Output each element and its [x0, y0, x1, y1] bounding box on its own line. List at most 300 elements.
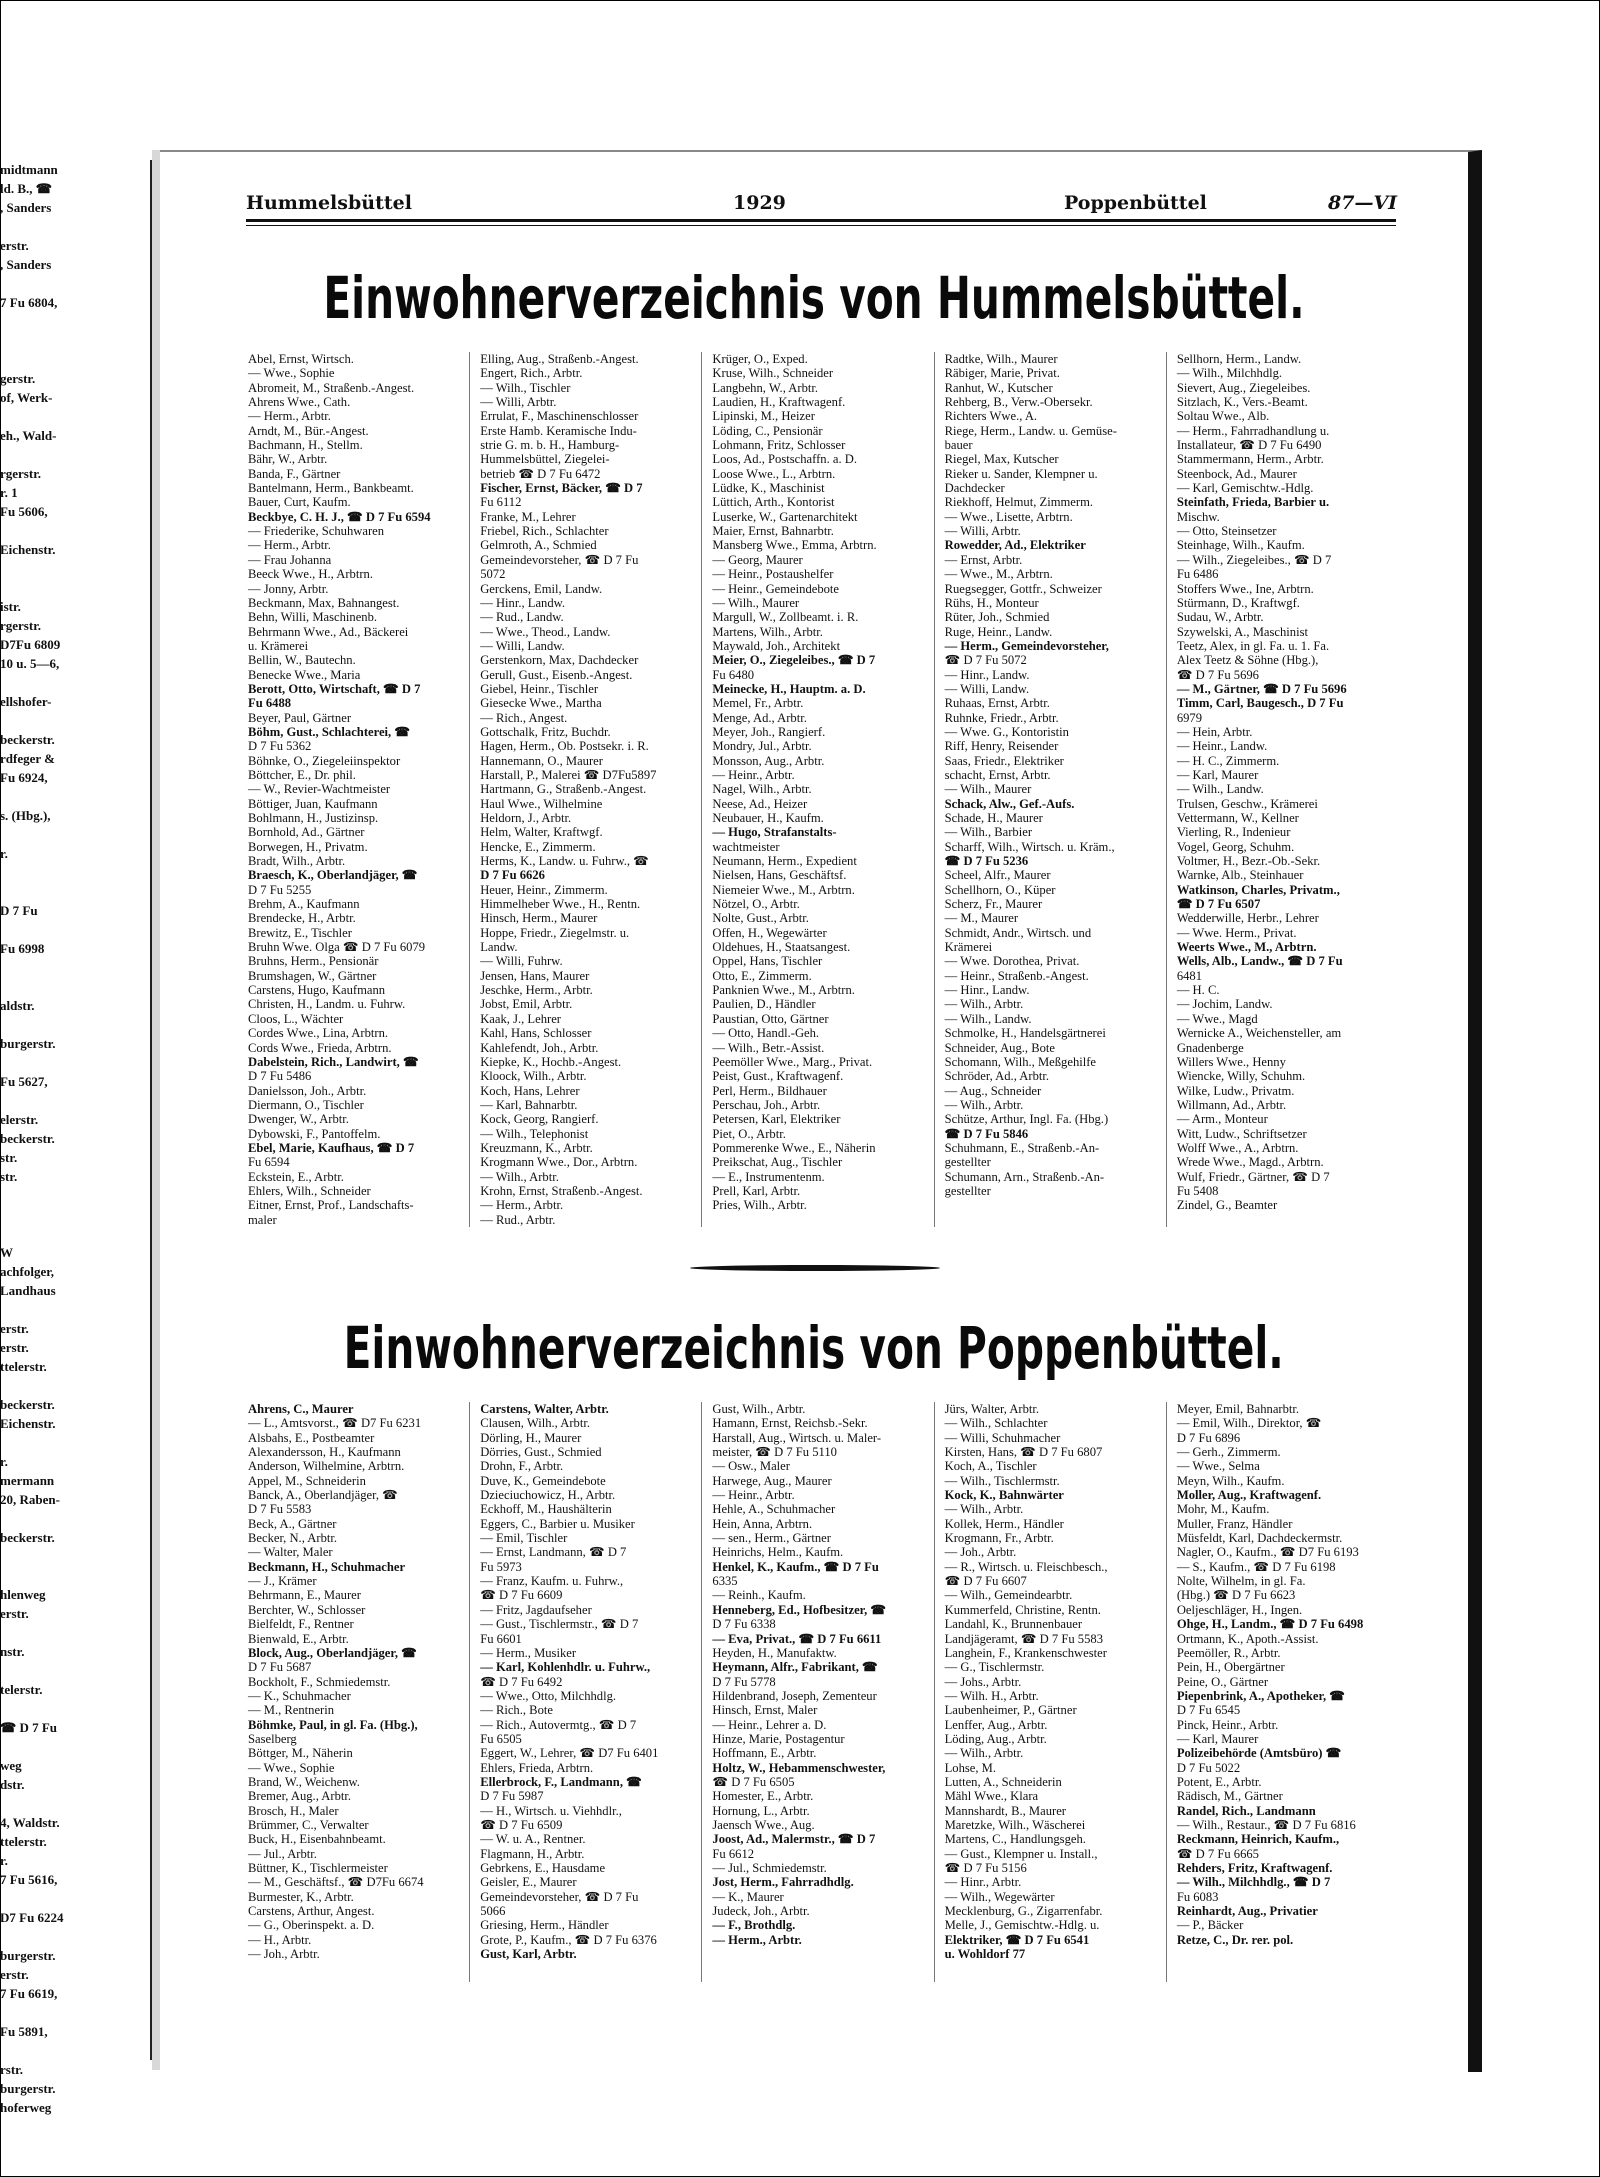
left-page-line: r. [0, 1853, 8, 1868]
resident-entry: Zindel, G., Beamter [1176, 1198, 1278, 1213]
left-page-line: mermann [0, 1473, 55, 1488]
resident-entry: D 7 Fu 5255 [248, 882, 312, 897]
resident-entry: — Herm., Fahrradhandlung u. [1176, 423, 1330, 438]
left-page-line [0, 1300, 150, 1319]
resident-entry: — Hinr., Landw. [480, 595, 566, 610]
resident-entry: — Frau Johanna [248, 552, 332, 567]
resident-entry: — Friederike, Schuhwaren [248, 524, 385, 539]
left-page-line [0, 1376, 150, 1395]
resident-entry: Abromeit, M., Straßenb.-Angest. [248, 380, 415, 395]
resident-entry: Eggert, W., Lehrer, ☎ D7 Fu 6401 [480, 1746, 659, 1761]
left-page-line [0, 1547, 150, 1566]
resident-entry: u. Wohldorf 77 [944, 1947, 1026, 1962]
resident-entry: Kollek, Herm., Händler [944, 1516, 1064, 1531]
resident-entry: — Wilh., Arbtr. [480, 1169, 559, 1184]
resident-entry: — Herm., Musiker [480, 1645, 577, 1660]
left-page-line: 10 u. 5—6, [0, 656, 60, 671]
left-page-line [0, 1661, 150, 1680]
resident-entry: Alsbahs, E., Postbeamter [248, 1430, 375, 1445]
resident-entry: D 7 Fu 5583 [248, 1502, 312, 1517]
resident-entry: — G., Oberinspekt. a. D. [248, 1918, 375, 1933]
resident-entry: Fu 6083 [1176, 1889, 1219, 1904]
resident-entry: Neubauer, H., Kaufm. [712, 811, 824, 825]
resident-entry: — Herm., Arbtr. [248, 538, 331, 553]
resident-entry: Bruhns, Herm., Pensionär [248, 954, 379, 969]
resident-entry: Kreuzmann, K., Arbtr. [480, 1140, 593, 1155]
resident-entry: Sitzlach, K., Vers.-Beamt. [1176, 395, 1308, 410]
resident-entry: Timm, Carl, Baugesch., D 7 Fu [1176, 696, 1344, 711]
resident-entry: Sudau, W., Arbtr. [1176, 610, 1264, 625]
resident-entry: Krüger, O., Exped. [712, 352, 808, 366]
resident-entry: Dybowski, F., Pantoffelm. [248, 1126, 381, 1141]
left-page-line [0, 882, 150, 901]
resident-entry: Peine, O., Gärtner [1176, 1674, 1269, 1689]
left-page-line: beckerstr. [0, 732, 55, 747]
resident-entry: Kahl, Hans, Schlosser [480, 1026, 592, 1041]
resident-entry: Kock, K., Bahnwärter [944, 1488, 1064, 1503]
resident-entry: Nagler, O., Kaufm., ☎ D7 Fu 6193 [1176, 1545, 1359, 1560]
resident-entry: Voltmer, H., Bezr.-Ob.-Sekr. [1176, 854, 1321, 869]
resident-entry: Ehlers, Wilh., Schneider [248, 1183, 371, 1198]
resident-entry: — M., Gärtner, ☎ D 7 Fu 5696 [1176, 681, 1347, 696]
resident-entry: Gust, Karl, Arbtr. [480, 1947, 577, 1962]
resident-entry: Hinsch, Ernst, Maler [712, 1703, 818, 1718]
resident-entry: Beckbye, C. H. J., ☎ D 7 Fu 6594 [248, 509, 431, 524]
left-page-line: Fu 5891, [0, 2024, 48, 2039]
resident-entry: Riff, Henry, Reisender [944, 739, 1059, 754]
resident-entry: Jost, Herm., Fahrradhdlg. [712, 1875, 854, 1890]
left-page-line: burgerstr. [0, 2081, 56, 2096]
resident-entry: Eggers, C., Barbier u. Musiker [480, 1516, 635, 1531]
resident-entry: bauer [944, 438, 973, 453]
resident-entry: Eckhoff, M., Haushälterin [480, 1502, 612, 1517]
resident-entry: Langbehn, W., Arbtr. [712, 380, 819, 395]
resident-entry: — Otto, Handl.-Geh. [712, 1026, 820, 1041]
resident-entry: — Karl, Maurer [1176, 767, 1259, 782]
resident-entry: Kummerfeld, Christine, Rentn. [944, 1602, 1101, 1617]
resident-entry: Brand, W., Weichenw. [248, 1774, 360, 1789]
resident-entry: ☎ D 7 Fu 5072 [944, 653, 1027, 668]
left-page-line [0, 331, 150, 350]
left-page-line [0, 2041, 150, 2060]
resident-entry: Monsson, Aug., Arbtr. [712, 753, 825, 768]
left-page-line [0, 274, 150, 293]
resident-entry: Ebel, Marie, Kaufhaus, ☎ D 7 [248, 1140, 415, 1155]
resident-entry: Mohr, M., Kaufm. [1176, 1502, 1270, 1517]
resident-entry: — Herm., Gemeindevorsteher, [944, 638, 1109, 653]
resident-entry: Böttiger, Juan, Kaufmann [248, 796, 378, 811]
directory-column [248, 1402, 470, 1982]
resident-entry: Ruhnke, Friedr., Arbtr. [944, 710, 1059, 725]
resident-entry: Laudien, H., Kraftwagenf. [712, 395, 846, 410]
resident-entry: Dabelstein, Rich., Landwirt, ☎ [248, 1054, 419, 1069]
resident-entry: Retze, C., Dr. rer. pol. [1176, 1932, 1294, 1947]
resident-entry: Rehders, Fritz, Kraftwagenf. [1176, 1861, 1333, 1875]
resident-entry: — Heinr., Arbtr. [712, 1488, 795, 1503]
resident-entry: Gerstenkorn, Max, Dachdecker [480, 653, 639, 668]
resident-entry: — Herm., Arbtr. [480, 1198, 564, 1213]
resident-entry: Joost, Ad., Malermstr., ☎ D 7 [712, 1832, 876, 1847]
resident-entry: Brümmer, C., Verwalter [248, 1817, 369, 1832]
left-page-line [0, 1205, 150, 1224]
head-rule-thick [246, 219, 1396, 222]
left-page-line: of, Werk- [0, 390, 53, 405]
resident-entry: Ahrens Wwe., Cath. [248, 395, 351, 410]
resident-entry: — Reinh., Kaufm. [712, 1588, 806, 1603]
left-page-line: 7 Fu 6619, [0, 1986, 58, 2001]
directory-column [480, 352, 702, 1227]
resident-entry: — G., Tischlermstr. [944, 1660, 1045, 1675]
left-page-line: erstr. [0, 238, 29, 253]
left-page-line: 7 Fu 5616, [0, 1872, 58, 1887]
resident-entry: D 7 Fu 6896 [1176, 1430, 1241, 1445]
resident-entry: D 7 Fu 5486 [248, 1069, 312, 1084]
resident-entry: Hildenbrand, Joseph, Zementeur [712, 1688, 877, 1703]
resident-entry: Hannemann, O., Maurer [480, 753, 603, 768]
resident-entry: — Aug., Schneider [944, 1083, 1042, 1098]
section-title-poppenbuettel [160, 1314, 1468, 1382]
resident-entry: Richters Wwe., A. [944, 409, 1038, 424]
resident-entry: Räbiger, Marie, Privat. [944, 366, 1060, 381]
resident-entry: Fu 6612 [712, 1846, 755, 1861]
resident-entry: — Wilh., Restaur., ☎ D 7 Fu 6816 [1176, 1817, 1356, 1832]
left-page-line [0, 1699, 150, 1718]
resident-entry: Ruhaas, Ernst, Arbtr. [944, 696, 1050, 711]
section-divider [690, 1265, 940, 1271]
resident-entry: Ahrens, C., Maurer [248, 1402, 354, 1416]
resident-entry: Böhmke, Paul, in gl. Fa. (Hbg.), [248, 1717, 418, 1732]
resident-entry: — Karl, Maurer [1176, 1731, 1259, 1746]
resident-entry: Reckmann, Heinrich, Kaufm., [1176, 1832, 1340, 1847]
resident-entry: — Gust., Tischlermstr., ☎ D 7 [480, 1617, 639, 1632]
resident-entry: Peemöller, R., Arbtr. [1176, 1645, 1281, 1660]
resident-entry: Löding, Aug., Arbtr. [944, 1731, 1047, 1746]
running-head-left: Hummelsbüttel [246, 192, 412, 214]
resident-entry: — M., Rentnerin [248, 1703, 335, 1718]
resident-entry: Anderson, Wilhelmine, Arbtrn. [248, 1459, 405, 1474]
left-page-line [0, 2003, 150, 2022]
page-gutter [152, 150, 160, 2070]
resident-entry: Hummelsbüttel, Ziegelei- [480, 452, 610, 467]
resident-entry: Engert, Rich., Arbtr. [480, 366, 583, 381]
resident-entry: Gnadenberge [1176, 1040, 1244, 1055]
directory-column [945, 352, 1167, 1227]
left-page-line [0, 521, 150, 540]
resident-entry: Koch, A., Tischler [944, 1459, 1037, 1474]
resident-entry: ☎ D 7 Fu 6609 [480, 1588, 563, 1603]
resident-entry: D 7 Fu 6545 [1176, 1703, 1241, 1718]
resident-entry: Judeck, Joh., Arbtr. [712, 1904, 810, 1919]
resident-entry: Heuer, Heinr., Zimmerm. [480, 882, 608, 897]
resident-entry: — Joh., Arbtr. [248, 1947, 320, 1962]
resident-entry: Himmelheber Wwe., H., Rentn. [480, 897, 641, 912]
left-page-line: 7 Fu 6804, [0, 295, 58, 310]
resident-entry: Lohse, M. [944, 1760, 997, 1775]
resident-entry: Pommerenke Wwe., E., Näherin [712, 1140, 876, 1155]
left-page-line: hoferweg [0, 2100, 52, 2115]
resident-entry: — Emil, Wilh., Direktor, ☎ [1176, 1416, 1322, 1431]
resident-entry: — Wilh., Arbtr. [944, 1097, 1024, 1112]
resident-entry: — M., Geschäftsf., ☎ D7Fu 6674 [248, 1875, 424, 1890]
resident-entry: Gemeindevorsteher, ☎ D 7 Fu [480, 1889, 639, 1904]
left-page-line: beckerstr. [0, 1530, 55, 1545]
resident-entry: D 7 Fu 5362 [248, 739, 312, 754]
left-page-line: Landhaus [0, 1283, 56, 1298]
resident-entry: — Emil, Tischler [480, 1531, 568, 1546]
resident-entry: Schuhmann, E., Straßenb.-An- [944, 1140, 1100, 1155]
resident-entry: — Wilh., Barbier [944, 825, 1033, 840]
resident-entry: ☎ D 7 Fu 5156 [944, 1861, 1027, 1875]
resident-entry: — Wwe., Selma [1176, 1459, 1260, 1474]
resident-entry: Giebel, Heinr., Tischler [480, 681, 599, 696]
resident-entry: — Willi, Fuhrw. [480, 954, 563, 969]
resident-entry: Fu 6601 [480, 1631, 522, 1646]
resident-entry: Bähr, W., Arbtr. [248, 452, 328, 467]
resident-entry: — K., Schuhmacher [248, 1688, 351, 1703]
resident-entry: — Wilh. H., Arbtr. [944, 1688, 1039, 1703]
resident-entry: Heymann, Alfr., Fabrikant, ☎ [712, 1660, 878, 1675]
resident-entry: Krogmann Wwe., Dor., Arbtrn. [480, 1155, 638, 1170]
resident-entry: Riekhoff, Helmut, Zimmerm. [944, 495, 1094, 510]
resident-entry: Kock, Georg, Rangierf. [480, 1112, 599, 1127]
resident-entry: Drohn, F., Arbtr. [480, 1459, 564, 1474]
left-page-line: rstr. [0, 2062, 23, 2077]
resident-entry: Pinck, Heinr., Arbtr. [1176, 1717, 1279, 1732]
left-page-line [0, 920, 150, 939]
resident-entry: Wiencke, Willy, Schuhm. [1176, 1069, 1306, 1084]
resident-entry: Martens, Wilh., Arbtr. [712, 624, 823, 639]
resident-entry: — Johs., Arbtr. [944, 1674, 1022, 1689]
resident-entry: — Wilh., Landw. [944, 1011, 1032, 1026]
resident-entry: Ortmann, K., Apoth.-Assist. [1176, 1631, 1319, 1646]
resident-entry: Hinze, Marie, Postagentur [712, 1731, 845, 1746]
directory-column [1177, 1402, 1398, 1982]
resident-entry: ☎ D 7 Fu 5846 [944, 1126, 1029, 1141]
resident-entry: Margull, W., Zollbeamt. i. R. [712, 610, 859, 625]
resident-entry: Witt, Ludw., Schriftsetzer [1176, 1126, 1307, 1141]
resident-entry: — Wilh., Betr.-Assist. [712, 1040, 825, 1055]
resident-entry: Elektriker, ☎ D 7 Fu 6541 [944, 1932, 1090, 1947]
resident-entry: — Wwe., Otto, Milchhdlg. [480, 1688, 617, 1703]
directory-column [712, 352, 934, 1227]
resident-entry: — Herm., Arbtr. [712, 1932, 802, 1947]
left-page-line [0, 787, 150, 806]
resident-entry: Fu 5973 [480, 1559, 522, 1574]
head-rule-thin [246, 225, 1396, 226]
resident-entry: — J., Krämer [248, 1574, 317, 1589]
resident-entry: Nötzel, O., Arbtr. [712, 897, 800, 912]
left-page-line: str. [0, 1150, 18, 1165]
resident-entry: — Heinr., Lehrer a. D. [712, 1717, 827, 1732]
resident-entry: Loose Wwe., L., Arbtrn. [712, 466, 836, 481]
resident-entry: Beckmann, Max, Bahnangest. [248, 595, 400, 610]
resident-entry: — Joh., Arbtr. [944, 1545, 1017, 1560]
left-page-line: beckerstr. [0, 1397, 55, 1412]
running-head-year: 1929 [733, 192, 786, 214]
resident-entry: — Otto, Steinsetzer [1176, 524, 1277, 539]
resident-entry: Burmester, K., Arbtr. [248, 1889, 354, 1904]
resident-entry: Friebel, Rich., Schlachter [480, 524, 609, 539]
resident-entry: Heinrichs, Helm., Kaufm. [712, 1545, 844, 1560]
resident-entry: (Hbg.) ☎ D 7 Fu 6623 [1176, 1588, 1296, 1603]
resident-entry: — Fritz, Jagdaufseher [480, 1602, 592, 1617]
resident-entry: Fu 5408 [1176, 1183, 1219, 1198]
resident-entry: — Wilh., Tischlermstr. [944, 1473, 1060, 1488]
resident-entry: Jensen, Hans, Maurer [480, 968, 590, 983]
resident-entry: Hinsch, Herm., Maurer [480, 911, 598, 926]
resident-entry: Peemöller Wwe., Marg., Privat. [712, 1054, 873, 1069]
resident-entry: — Wilh., Ziegeleibes., ☎ D 7 [1176, 552, 1332, 567]
resident-entry: Herms, K., Landw. u. Fuhrw., ☎ [480, 854, 649, 869]
resident-entry: Jürs, Walter, Arbtr. [944, 1402, 1040, 1416]
resident-entry: Henneberg, Ed., Hofbesitzer, ☎ [712, 1602, 887, 1617]
resident-entry: schacht, Ernst, Arbtr. [944, 767, 1051, 782]
resident-entry: — Wwe., Sophie [248, 366, 335, 381]
resident-entry: — Osw., Maler [712, 1459, 790, 1474]
resident-entry: Heldorn, J., Arbtr. [480, 811, 572, 825]
resident-entry: gestellter [944, 1183, 991, 1198]
resident-entry: — Wwe. G., Kontoristin [944, 724, 1069, 739]
resident-entry: — Walter, Maler [248, 1545, 333, 1560]
resident-entry: Arndt, M., Bür.-Angest. [248, 423, 369, 438]
left-page-line [0, 1186, 150, 1205]
resident-entry: Homester, E., Arbtr. [712, 1789, 814, 1804]
resident-entry: D 7 Fu 5778 [712, 1674, 776, 1689]
resident-entry: Beck, A., Gärtner [248, 1516, 337, 1531]
left-page-line [0, 825, 150, 844]
left-page-line: dstr. [0, 1777, 25, 1792]
left-page-line [0, 1737, 150, 1756]
resident-entry: Radtke, Wilh., Maurer [944, 352, 1058, 366]
resident-entry: — Willi, Schuhmacher [944, 1430, 1061, 1445]
resident-entry: Rieker u. Sander, Klempner u. [944, 466, 1098, 481]
resident-entry: Ellerbrock, F., Landmann, ☎ [480, 1774, 642, 1789]
resident-entry: Nagel, Wilh., Arbtr. [712, 782, 812, 797]
resident-entry: Panknien Wwe., M., Arbtrn. [712, 983, 855, 998]
resident-entry: Bradt, Wilh., Arbtr. [248, 854, 346, 869]
resident-entry: Krämerei [944, 940, 993, 955]
resident-entry: D 7 Fu 6626 [480, 868, 545, 883]
resident-entry: Gerull, Gust., Eisenb.-Angest. [480, 667, 633, 682]
left-page-line [0, 1509, 150, 1528]
resident-entry: — M., Maurer [944, 911, 1019, 926]
resident-entry: Harwege, Aug., Maurer [712, 1473, 832, 1488]
resident-entry: Rowedder, Ad., Elektriker [944, 538, 1086, 553]
resident-entry: Melle, J., Gemischtw.-Hdlg. u. [944, 1918, 1100, 1933]
resident-entry: Alexandersson, H., Kaufmann [248, 1445, 401, 1460]
resident-entry: Lutten, A., Schneiderin [944, 1774, 1062, 1789]
resident-entry: Löding, C., Pensionär [712, 423, 823, 438]
resident-entry: Appel, M., Schneiderin [248, 1473, 366, 1488]
resident-entry: Wrede Wwe., Magd., Arbtrn. [1176, 1155, 1324, 1170]
resident-entry: ☎ D 7 Fu 5696 [1176, 667, 1259, 682]
resident-entry: Carstens, Hugo, Kaufmann [248, 983, 386, 998]
left-page-line: istr. [0, 599, 21, 614]
resident-entry: Riegel, Max, Kutscher [944, 452, 1059, 467]
resident-entry: Schack, Alw., Gef.-Aufs. [944, 796, 1075, 811]
resident-entry: Hamann, Ernst, Reichsb.-Sekr. [712, 1416, 868, 1431]
resident-entry: Bachmann, H., Stellm. [248, 438, 363, 453]
left-page-line: hlenweg [0, 1587, 46, 1602]
resident-entry: maler [248, 1212, 277, 1227]
resident-entry: Borwegen, H., Privatm. [248, 839, 368, 854]
running-head-right: Poppenbüttel [1064, 192, 1207, 214]
resident-entry: Kahlefendt, Joh., Arbtr. [480, 1040, 599, 1055]
resident-entry: — E., Instrumentenm. [712, 1169, 825, 1184]
resident-entry: Schellhorn, O., Küper [944, 882, 1056, 897]
resident-entry: Steenbock, Ad., Maurer [1176, 466, 1297, 481]
resident-entry: Eckstein, E., Arbtr. [248, 1169, 344, 1184]
resident-entry: ☎ D 7 Fu 6505 [712, 1774, 795, 1789]
left-page-line: telerstr. [0, 1682, 43, 1697]
resident-entry: Wilke, Ludw., Privatm. [1176, 1083, 1295, 1098]
resident-entry: Bornhold, Ad., Gärtner [248, 825, 365, 840]
resident-entry: ☎ D 7 Fu 6665 [1176, 1846, 1259, 1861]
left-page-line: ellshofer- [0, 694, 52, 709]
resident-entry: Muller, Franz, Händler [1176, 1516, 1293, 1531]
resident-entry: — Heinr., Postaushelfer [712, 567, 834, 582]
resident-entry: Pein, H., Obergärtner [1176, 1660, 1285, 1675]
resident-entry: Potent, E., Arbtr. [1176, 1774, 1262, 1789]
resident-entry: Nolte, Wilhelm, in gl. Fa. [1176, 1574, 1306, 1589]
resident-entry: Loos, Ad., Postschaffn. a. D. [712, 452, 857, 467]
resident-entry: Stoffers Wwe., Ine, Arbtrn. [1176, 581, 1314, 596]
resident-entry: — S., Kaufm., ☎ D 7 Fu 6198 [1176, 1559, 1336, 1574]
left-page-line: D7 Fu 6224 [0, 1910, 64, 1925]
resident-entry: — Wilh., Milchhdlg., ☎ D 7 [1176, 1875, 1331, 1890]
left-page-line [0, 1224, 150, 1243]
resident-entry: — Wilh., Tischler [480, 380, 571, 395]
resident-entry: Bohlmann, H., Justizinsp. [248, 811, 379, 825]
resident-entry: Banck, A., Oberlandjäger, ☎ [248, 1488, 398, 1503]
resident-entry: — Hinr., Landw. [944, 983, 1030, 998]
resident-entry: Kloock, Wilh., Arbtr. [480, 1069, 587, 1084]
resident-entry: — Wilh., Schlachter [944, 1416, 1048, 1431]
left-page-fragment [0, 160, 154, 2115]
resident-entry: Watkinson, Charles, Privatm., [1176, 882, 1340, 897]
resident-entry: Böhm, Gust., Schlachterei, ☎ [248, 724, 411, 739]
resident-entry: Schumann, Arn., Straßenb.-An- [944, 1169, 1105, 1184]
resident-entry: Berchter, W., Schlosser [248, 1602, 366, 1617]
left-page-line [0, 350, 150, 369]
resident-entry: — Wwe. Herm., Privat. [1176, 925, 1297, 940]
resident-entry: Schade, H., Maurer [944, 811, 1043, 825]
resident-entry: Ehlers, Frieda, Arbtrn. [480, 1760, 594, 1775]
left-page-line [0, 217, 150, 236]
left-page-line [0, 1794, 150, 1813]
resident-entry: Installateur, ☎ D 7 Fu 6490 [1176, 438, 1322, 453]
resident-entry: Schröder, Ad., Arbtr. [944, 1069, 1050, 1084]
section-title-text: Einwohnerverzeichnis von Poppenbüttel. [343, 1314, 1285, 1382]
resident-entry: Elling, Aug., Straßenb.-Angest. [480, 352, 639, 366]
left-page-line: erstr. [0, 1967, 29, 1982]
resident-entry: Schmidt, Andr., Wirtsch. und [944, 925, 1092, 940]
section-title-text: Einwohnerverzeichnis von Hummelsbüttel. [323, 264, 1305, 332]
resident-entry: Otto, E., Zimmerm. [712, 968, 812, 983]
left-page-line [0, 407, 150, 426]
resident-entry: — P., Bäcker [1176, 1918, 1244, 1933]
resident-entry: Prell, Karl, Arbtr. [712, 1183, 801, 1198]
resident-entry: Cords Wwe., Frieda, Arbtrn. [248, 1040, 392, 1055]
resident-entry: Rädisch, M., Gärtner [1176, 1789, 1283, 1804]
resident-entry: Neumann, Herm., Expedient [712, 854, 857, 869]
resident-entry: wachtmeister [712, 839, 780, 854]
resident-entry: Hornung, L., Arbtr. [712, 1803, 810, 1818]
resident-entry: Polizeibehörde (Amtsbüro) ☎ [1176, 1746, 1342, 1761]
resident-entry: Rüter, Joh., Schmied [944, 610, 1050, 625]
resident-entry: Fischer, Ernst, Bäcker, ☎ D 7 [480, 481, 643, 496]
resident-entry: Erste Hamb. Keramische Indu- [480, 423, 637, 438]
